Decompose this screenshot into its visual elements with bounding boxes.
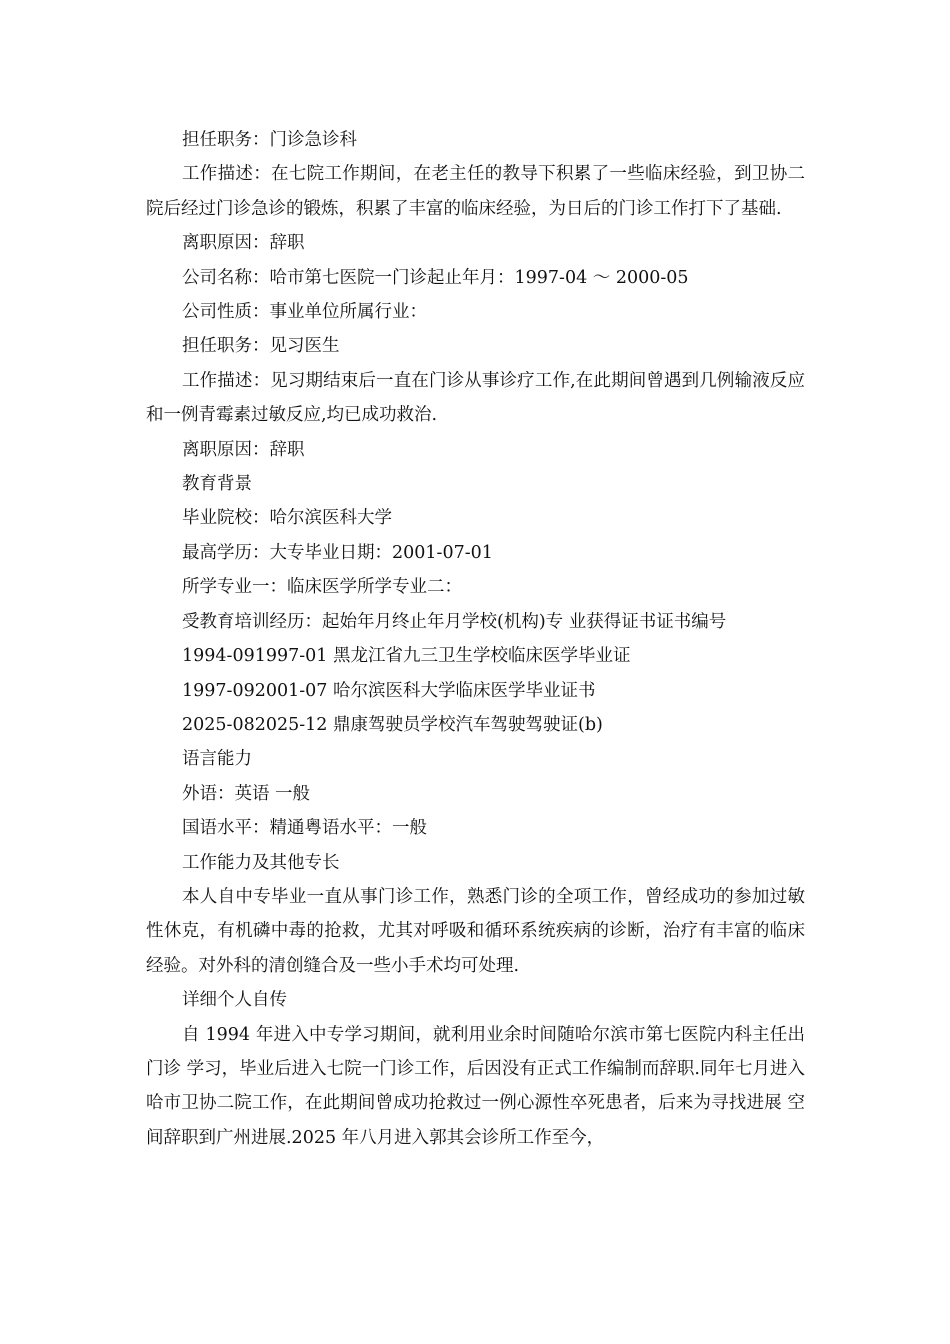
line-company-nature: 公司性质：事业单位所属行业： bbox=[182, 302, 427, 323]
line-position-er: 担任职务：门诊急诊科 bbox=[182, 130, 357, 150]
section-heading-language: 语言能力 bbox=[182, 749, 252, 770]
section-heading-skills: 工作能力及其他专长 bbox=[182, 852, 340, 873]
section-heading-autobiography: 详细个人自传 bbox=[182, 990, 287, 1011]
line-training-3: 2025-082025-12 鼎康驾驶员学校汽车驾驶驾驶证(b) bbox=[182, 714, 603, 735]
line-position-intern: 担任职务：见习医生 bbox=[182, 336, 340, 357]
line-leave-reason-1: 离职原因：辞职 bbox=[182, 233, 305, 254]
line-highest-degree: 最高学历：大专毕业日期：2001-07-01 bbox=[182, 542, 493, 563]
line-company-name: 公司名称：哈市第七医院一门诊起止年月：1997-04 ～ 2000-05 bbox=[182, 267, 689, 288]
line-training-2: 1997-092001-07 哈尔滨医科大学临床医学毕业证书 bbox=[182, 680, 596, 701]
line-foreign-language: 外语：英语 一般 bbox=[182, 783, 311, 804]
line-graduate-school: 毕业院校：哈尔滨医科大学 bbox=[182, 508, 392, 529]
line-training-1: 1994-091997-01 黑龙江省九三卫生学校临床医学毕业证 bbox=[182, 646, 631, 667]
line-training-header: 受教育培训经历：起始年月终止年月学校(机构)专 业获得证书证书编号 bbox=[182, 611, 727, 632]
line-leave-reason-2: 离职原因：辞职 bbox=[182, 439, 305, 460]
line-job-description-2: 工作描述：见习期结束后一直在门诊从事诊疗工作,在此期间曾遇到几例输液反应和一例青霉素过敏反应,均已成功救治. bbox=[146, 370, 805, 426]
paragraph-skills: 本人自中专毕业一直从事门诊工作，熟悉门诊的全项工作，曾经成功的参加过敏性休克，有机磷中毒的抢救，尤其对呼吸和循环系统疾病的诊断，治疗有丰富的临床经验。对外科的清创缝合及一些小手术均可处理. bbox=[146, 886, 805, 976]
line-mandarin-level: 国语水平：精通粤语水平：一般 bbox=[182, 818, 427, 839]
paragraph-autobiography: 自 1994 年进入中专学习期间，就利用业余时间随哈尔滨市第七医院内科主任出门诊 学习，毕业后进入七院一门诊工作，后因没有正式工作编制而辞职.同年七月进入哈市卫协二院工作，在此期间曾成功抢救过一例心源性卒死患者，后来为寻找进展 空间辞职到广州进展.2025 年八月进入郭其会诊所工作至今， bbox=[146, 1024, 805, 1148]
line-major: 所学专业一：临床医学所学专业二： bbox=[182, 577, 462, 598]
section-heading-education: 教育背景 bbox=[182, 474, 252, 495]
line-job-description-1: 工作描述：在七院工作期间，在老主任的教导下积累了一些临床经验，到卫协二院后经过门诊急诊的锻炼，积累了丰富的临床经验，为日后的门诊工作打下了基础. bbox=[146, 164, 805, 219]
